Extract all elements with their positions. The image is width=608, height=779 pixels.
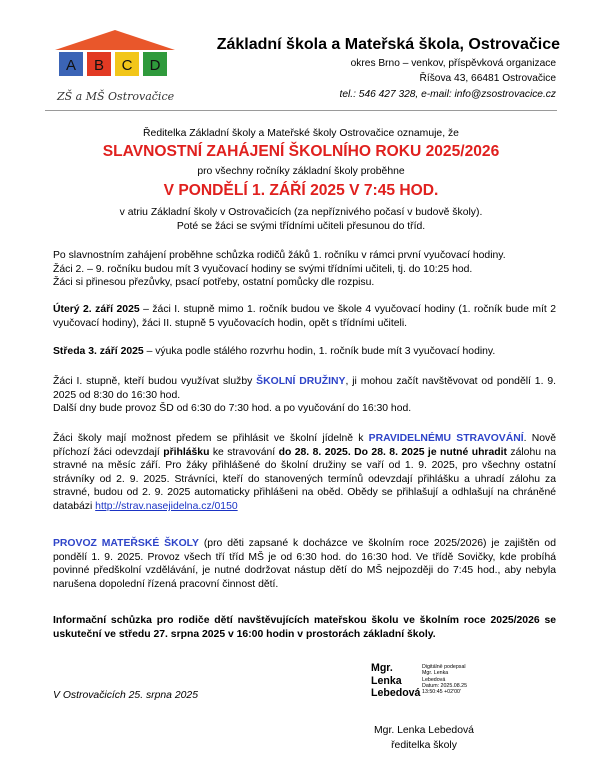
- wednesday-label: Středa 3. září 2025: [53, 346, 144, 357]
- logo-letter-a: A: [65, 57, 77, 74]
- meals-text-2: ke stravování: [209, 446, 279, 458]
- sig-note-line-5: 13:50:45 +02'00': [422, 689, 461, 696]
- school-district: okres Brno – venkov, příspěvková organizace: [350, 58, 556, 69]
- meals-text-1: . Nově příchozí žáci odevzdají: [53, 433, 556, 458]
- club-highlight: ŠKOLNÍ DRUŽINY: [256, 376, 346, 387]
- tuesday-label: Úterý 2. září 2025: [53, 304, 140, 315]
- paragraph-kindergarten: [53, 537, 556, 591]
- school-name: Základní škola a Mateřská škola, Ostrovačice: [216, 36, 560, 53]
- school-address: Říšova 43, 66481 Ostrovačice: [419, 73, 556, 84]
- club-text-pre: Žáci I. stupně, kteří budou využívat služby: [53, 376, 257, 387]
- announcement-place: v atriu Základní školy v Ostrovačicích (za nepříznivého počasí v budově školy).: [119, 207, 483, 218]
- meals-text-pre: Žáci školy mají možnost předem se přihlásit ve školní jídelně k: [53, 433, 369, 444]
- meals-highlight: PRAVIDELNÉMU STRAVOVÁNÍ: [368, 433, 524, 444]
- sig-name-line-3: Lebedová: [371, 687, 421, 699]
- logo-letter-b: B: [93, 57, 105, 74]
- announcement-headline: SLAVNOSTNÍ ZAHÁJENÍ ŠKOLNÍHO ROKU 2025/2026: [102, 143, 500, 160]
- first-day-line-2: Žáci 2. – 9. ročníku budou mít 3 vyučovací hodiny se svými třídními učiteli, tj. do 10:25 hod.: [53, 263, 473, 275]
- paragraph-first-day: [53, 249, 556, 290]
- paragraph-wednesday: [53, 345, 556, 359]
- parent-meeting-text: Informační schůzka pro rodiče dětí navštěvujících mateřskou školu ve školním roce 2025/2026 se uskuteční ve středu 27. srpna 2025 v 16:00 hodin v prostorách základní školy.: [53, 615, 556, 640]
- wednesday-text: – výuka podle stálého rozvrhu hodin, 1. ročník bude mít 3 vyučovací hodiny.: [143, 346, 496, 357]
- sig-name-line-2: Lenka: [371, 674, 402, 687]
- school-logo: [45, 28, 185, 108]
- logo-graphic: [45, 28, 185, 108]
- signer-name: Mgr. Lenka Lebedová: [374, 725, 474, 736]
- signer-role: ředitelka školy: [391, 740, 457, 751]
- digital-signature-name: [371, 662, 420, 700]
- school-contact: tel.: 546 427 328, e-mail: info@zsostrovacice.cz: [339, 89, 556, 100]
- announcement-sub: pro všechny ročníky základní školy proběhne: [197, 166, 405, 177]
- header-divider: [45, 110, 557, 111]
- logo-letter-c: C: [121, 57, 133, 74]
- tuesday-text: – žáci I. stupně mimo 1. ročník budou ve škole 4 vyučovací hodiny (1. ročník bude mít 2 vyučovací hodiny), žáci II. stupně 5 vyučovacích hodin, opět s třídními učiteli.: [53, 304, 556, 329]
- first-day-line-1: Po slavnostním zahájení proběhne schůzka rodičů žáků 1. ročníku v rámci první vyučovací hodiny.: [53, 250, 506, 261]
- meals-bold-2: do 28. 8. 2025. Do 28. 8. 2025 je nutné uhradit: [278, 446, 507, 458]
- first-day-line-3: Žáci si přinesou přezůvky, psací potřeby, ostatní pomůcky dle rozpisu.: [53, 277, 375, 289]
- club-text-post: , ji mohou začít navštěvovat od pondělí 1. 9. 2025 od 8:30 do 16:30 hod.: [53, 376, 556, 401]
- paragraph-meals: [53, 432, 556, 514]
- meals-database-link[interactable]: http://strav.nasejidelna.cz/0150: [95, 500, 238, 512]
- announcement-intro: Ředitelka Základní školy a Mateřské školy Ostrovačice oznamuje, že: [143, 128, 459, 139]
- paragraph-parent-meeting: [53, 614, 556, 641]
- announcement-after: Poté se žáci se svými třídními učiteli přesunou do tříd.: [176, 221, 426, 232]
- digital-signature-details: [422, 664, 482, 695]
- paragraph-tuesday: [53, 303, 556, 330]
- logo-script-text: ZŠ a MŠ Ostrovačice: [57, 90, 175, 103]
- sig-note-line-1: Digitálně podepsal: [422, 664, 466, 670]
- meals-bold-1: přihlášku: [163, 446, 210, 458]
- logo-letter-d: D: [149, 57, 161, 74]
- club-line-2: Další dny bude provoz ŠD od 6:30 do 7:30 hod. a po vyučování do 16:30 hod.: [53, 403, 412, 415]
- kindergarten-text: (pro děti zapsané k docházce ve školním roce 2025/2026) je zajištěn od pondělí 1. 9. 2025. Provoz všech tří tříd MŠ je od 6:30 hod. do 16:30 hod. Ve třídě Sovičky, kde probíhá povinné předškolní vzdělávání, je nutné dodržovat nástup dětí do MŠ nejpozději do 7:45 hod., aby nebyla narušena dopolední řízená pracovní činnost dětí.: [53, 538, 556, 590]
- kindergarten-highlight: PROVOZ MATEŘSKÉ ŠKOLY: [53, 538, 199, 549]
- sig-note-line-2: Mgr. Lenka: [422, 670, 449, 677]
- sig-note-line-3: Lebedová: [422, 676, 446, 683]
- sig-note-line-4: Datum: 2025.08.25: [422, 682, 468, 689]
- place-date: V Ostrovačicích 25. srpna 2025: [53, 690, 198, 701]
- logo-roof: [55, 30, 175, 50]
- paragraph-after-school-club: [53, 375, 556, 416]
- sig-name-line-1: Mgr.: [371, 662, 393, 674]
- meals-text-3: zálohu na stravné na měsíc září. Pro žáky přihlášené do školní družiny se vaří od 1. 9. 2025, pro všechny ostatní strávníky od 2. 9. 2025. Strávníci, kteří do stanovených termínů odevzdají přihlášku a uhradí zálohu za stravné, budou od 2. 9. 2025 automaticky přihlášeni na oběd. Obědy se přihlašují a odhlašují na chráněné databázi: [53, 446, 556, 512]
- announcement-date: V PONDĚLÍ 1. ZÁŘÍ 2025 V 7:45 HOD.: [163, 182, 439, 199]
